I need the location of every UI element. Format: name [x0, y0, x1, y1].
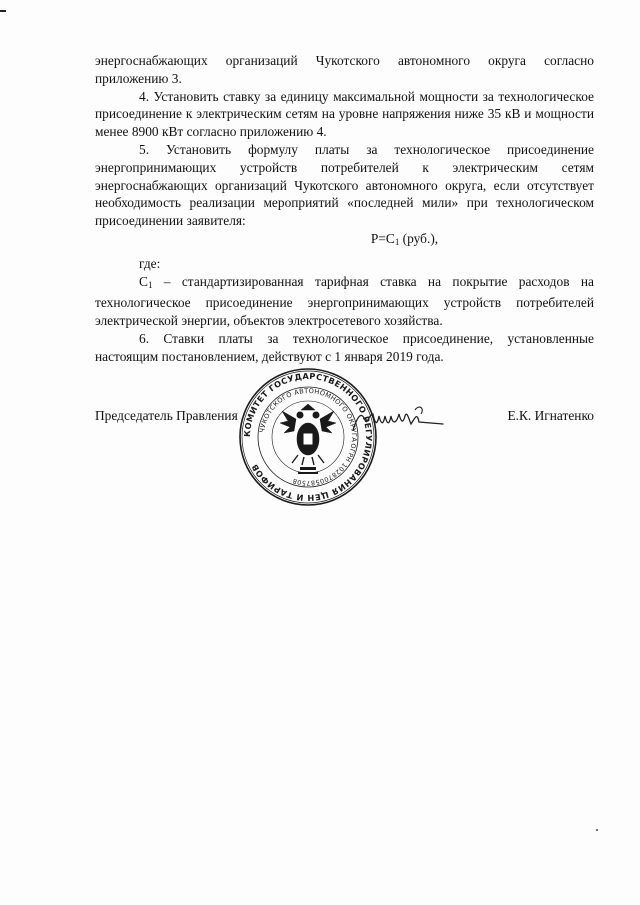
seal-ogrn-text: ОГРН 1028700587508 [291, 442, 358, 488]
scan-corner-mark [0, 10, 6, 12]
handwritten-signature [345, 400, 445, 440]
position-title: Председатель Правления [95, 408, 238, 423]
formula-subscript: 1 [394, 236, 400, 247]
scan-dot-mark [596, 829, 598, 831]
eagle-emblem-icon [280, 404, 336, 465]
formula [95, 230, 594, 252]
c1-definition-text: – стандартизированная тарифная ставка на покрытие расходов на технологическое присоединение энергопринимающих устройств потребителей электрической энергии, объектов электросетевого хозяйства. [95, 273, 594, 329]
formula-main: Р=С [370, 230, 395, 246]
paragraph-4: 4. Установить ставку за единицу максимальной мощности за технологическое присоединение к электрическим сетям на уровне напряжения ниже 35 кВ и мощности менее 8900 кВт согласно приложению 4. [95, 88, 594, 140]
paragraph-5: 5. Установить формулу платы за технологическое присоединение энергопринимающих устройств потребителей к электрическим сетям энергоснабжающих организаций Чукотского автономного округа, если отсутствует необходимость реализации мероприятий «последней мили» при технологическом присоединении заявителя: [95, 141, 594, 229]
where-label: где: [139, 255, 161, 271]
paragraph-6: 6. Ставки платы за технологическое присоединение, установленные настоящим постановлением, действуют с 1 января 2019 года. [95, 330, 594, 364]
seal-outer-text: КОМИТЕТ ГОСУДАРСТВЕННОГО РЕГУЛИРОВАНИЯ ЦЕН И ТАРИФОВ [241, 370, 375, 504]
seal-inner-text: ЧУКОТСКОГО АВТОНОМНОГО ОКРУГА [258, 386, 359, 443]
c1-definition [95, 273, 594, 330]
paragraph-continuation: энергоснабжающих организаций Чукотского автономного округа согласно приложению 3. [95, 53, 594, 86]
c1-subscript: 1 [147, 279, 153, 290]
formula-tail: (руб.), [399, 230, 439, 246]
signer-name: Е.К. Игнатенко [507, 408, 594, 423]
c1-symbol: С [139, 273, 148, 289]
document-body [95, 52, 594, 366]
